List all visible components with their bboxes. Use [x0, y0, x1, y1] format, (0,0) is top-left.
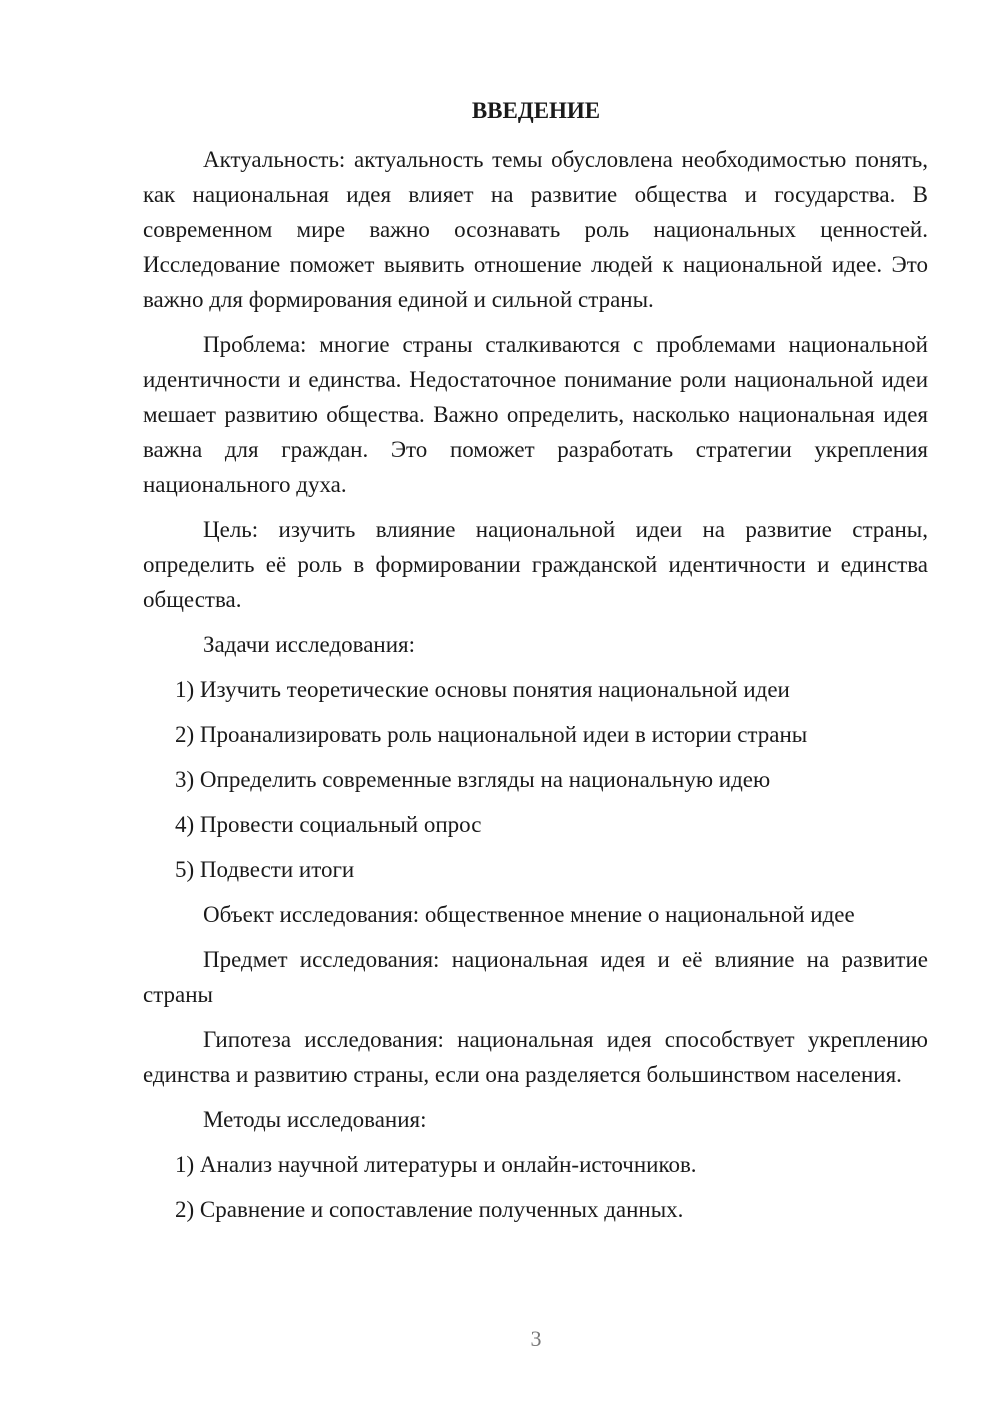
list-item: 2) Проанализировать роль национальной идеи в истории страны — [175, 722, 808, 747]
section-title: ВВЕДЕНИЕ — [471, 98, 601, 123]
list-item: 4) Провести социальный опрос — [175, 812, 482, 837]
object-paragraph: Объект исследования: общественное мнение о национальной идее — [203, 902, 855, 927]
page-number: 3 — [530, 1326, 542, 1351]
list-item: 3) Определить современные взгляды на национальную идею — [175, 767, 771, 792]
goal-paragraph: Цель: изучить влияние национальной идеи на развитие страны, определить её роль в формировании гражданской идентичности и единства общества. — [143, 517, 928, 612]
tasks-list — [143, 672, 928, 887]
document-body — [143, 142, 928, 1237]
list-item: 5) Подвести итоги — [175, 857, 355, 882]
problem-paragraph: Проблема: многие страны сталкиваются с проблемами национальной идентичности и единства. Недостаточное понимание роли национальной идеи мешает развитию общества. Важно определить, насколько национальная идея важна для граждан. Это поможет разработать стратегии укрепления национального духа. — [143, 332, 928, 497]
list-item: 1) Анализ научной литературы и онлайн-источников. — [175, 1152, 697, 1177]
subject-paragraph: Предмет исследования: национальная идея и её влияние на развитие страны — [143, 947, 928, 1007]
methods-list — [143, 1147, 928, 1227]
list-item: 1) Изучить теоретические основы понятия национальной идеи — [175, 677, 790, 702]
tasks-heading: Задачи исследования: — [203, 632, 416, 657]
list-item: 2) Сравнение и сопоставление полученных данных. — [175, 1197, 684, 1222]
methods-heading: Методы исследования: — [203, 1107, 427, 1132]
hypothesis-paragraph: Гипотеза исследования: национальная идея способствует укреплению единства и развитию страны, если она разделяется большинством населения. — [143, 1027, 928, 1087]
relevance-paragraph: Актуальность: актуальность темы обусловлена необходимостью понять, как национальная идея влияет на развитие общества и государства. В современном мире важно осознавать роль национальных ценностей. Исследование поможет выявить отношение людей к национальной идее. Это важно для формирования единой и сильной страны. — [143, 147, 928, 312]
